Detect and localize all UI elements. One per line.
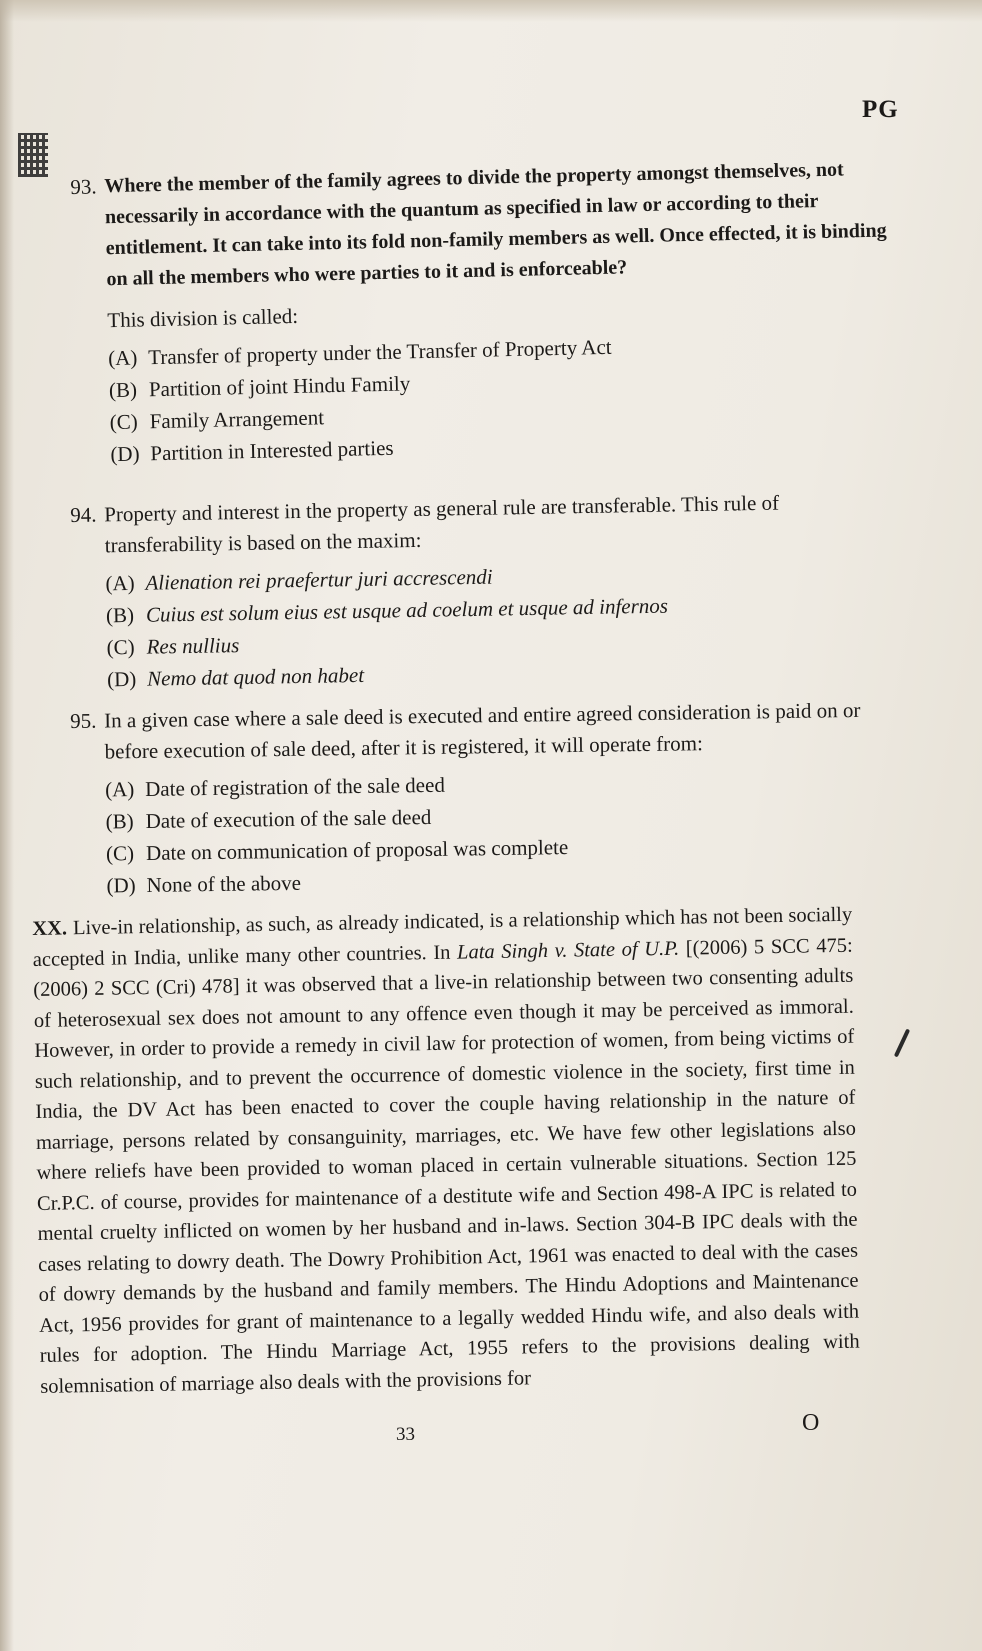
question-number: 94. xyxy=(70,502,97,527)
page-number: 33 xyxy=(396,1424,415,1445)
question-93 xyxy=(70,153,907,471)
option-key: (B) xyxy=(105,808,134,834)
option-key: (A) xyxy=(105,570,135,595)
question-95 xyxy=(70,694,903,902)
options-list xyxy=(108,324,907,470)
option-text: Transfer of property under the Transfer of Property Act xyxy=(147,334,612,369)
option-text: Alienation rei praefertur juri accrescendi xyxy=(145,564,493,595)
option-text: Res nullius xyxy=(146,632,240,659)
option-text: Partition of joint Hindu Family xyxy=(148,370,411,401)
case-title: Lata Singh v. State of U.P. xyxy=(456,937,680,964)
question-number: 95. xyxy=(70,708,97,733)
option-key: (C) xyxy=(109,409,138,434)
question-stem: This division is called: xyxy=(107,303,299,333)
option-key: (C) xyxy=(106,634,135,659)
option-text: Date of execution of the sale deed xyxy=(145,804,432,833)
option-key: (D) xyxy=(110,440,140,466)
passage-xx xyxy=(32,900,860,1402)
barcode-icon xyxy=(18,133,48,177)
options-list xyxy=(105,762,903,901)
page-binding-shadow xyxy=(0,0,14,1651)
question-text: In a given case where a sale deed is executed and entire agreed consideration is paid on or before execution of sale deed, after it is registered, it will operate from: xyxy=(104,697,861,764)
option-key: (D) xyxy=(106,666,137,691)
page-top-shadow xyxy=(0,0,982,22)
option-text: Cuius est solum eius est usque ad coelum et usque ad infernos xyxy=(145,593,669,627)
option-text: None of the above xyxy=(146,870,302,897)
passage-label: XX. xyxy=(32,917,68,940)
options-list xyxy=(105,554,903,696)
pen-tick-icon xyxy=(894,1029,910,1058)
question-text: Property and interest in the property as general rule are transferable. This rule of transferability is based on the maxim: xyxy=(104,490,780,558)
corner-mark: O xyxy=(802,1410,820,1436)
option-text: Date on communication of proposal was complete xyxy=(145,834,569,865)
option-key: (B) xyxy=(108,377,138,402)
option-text: Nemo dat quod non habet xyxy=(146,662,365,691)
option-text: Family Arrangement xyxy=(149,404,325,433)
option-key: (C) xyxy=(105,840,135,866)
passage-text-before-case: Live-in relationship, as such, as already indicated, is a relationship which has not been socially accepted in India, unlike many other countries. In xyxy=(32,903,853,971)
question-text: Where the member of the family agrees to divide the property amongst themselves, not necessarily in accordance with the quantum as specified in law or according to their entitlement. It can take into its fold non-family members as well. Once effected, it is binding on all the members who were parties to it and is enforceable? xyxy=(104,158,887,291)
option-key: (A) xyxy=(104,776,135,802)
question-number: 93. xyxy=(70,174,97,199)
option-text: Partition in Interested parties xyxy=(150,435,394,465)
option-key: (A) xyxy=(107,345,138,370)
passage-text-after-case: [(2006) 5 SCC 475: (2006) 2 SCC (Cri) 478] it was observed that a live-in relationship between two consenting adults of heterosexual sex does not amount to any offence even though it may be perceived as immoral. However, in order to provide a remedy in civil law for protection of women, from being victims of such relationship, and to prevent the occurrence of domestic violence in the society, first time in India, the DV Act has been enacted to cover the couple having relationship in the nature of marriage, persons related by consanguinity, marriages, etc. We have few other legislations also where reliefs have been provided to woman placed in certain vulnerable situations. Section 125 Cr.P.C. of course, provides for maintenance of a destitute wife and Section 498-A IPC is related to mental cruelty inflicted on women by her husband and in-laws. Section 304-B IPC deals with the cases relating to dowry death. The Dowry Prohibition Act, 1961 was enacted to deal with the cases of dowry demands by the husband and family members. The Hindu Adoptions and Maintenance Act, 1956 provides for grant of maintenance to a legally wedded Hindu wife, and also deals with rules for adoption. The Hindu Marriage Act, 1955 refers to the provisions dealing with solemnisation of marriage also deals with the provisions for xyxy=(33,934,860,1398)
paper-code-label: PG xyxy=(862,96,899,123)
option-key: (B) xyxy=(105,602,135,627)
question-94 xyxy=(70,486,903,696)
option-key: (D) xyxy=(106,872,136,898)
passage-body xyxy=(32,900,860,1402)
option-text: Date of registration of the sale deed xyxy=(144,772,446,801)
